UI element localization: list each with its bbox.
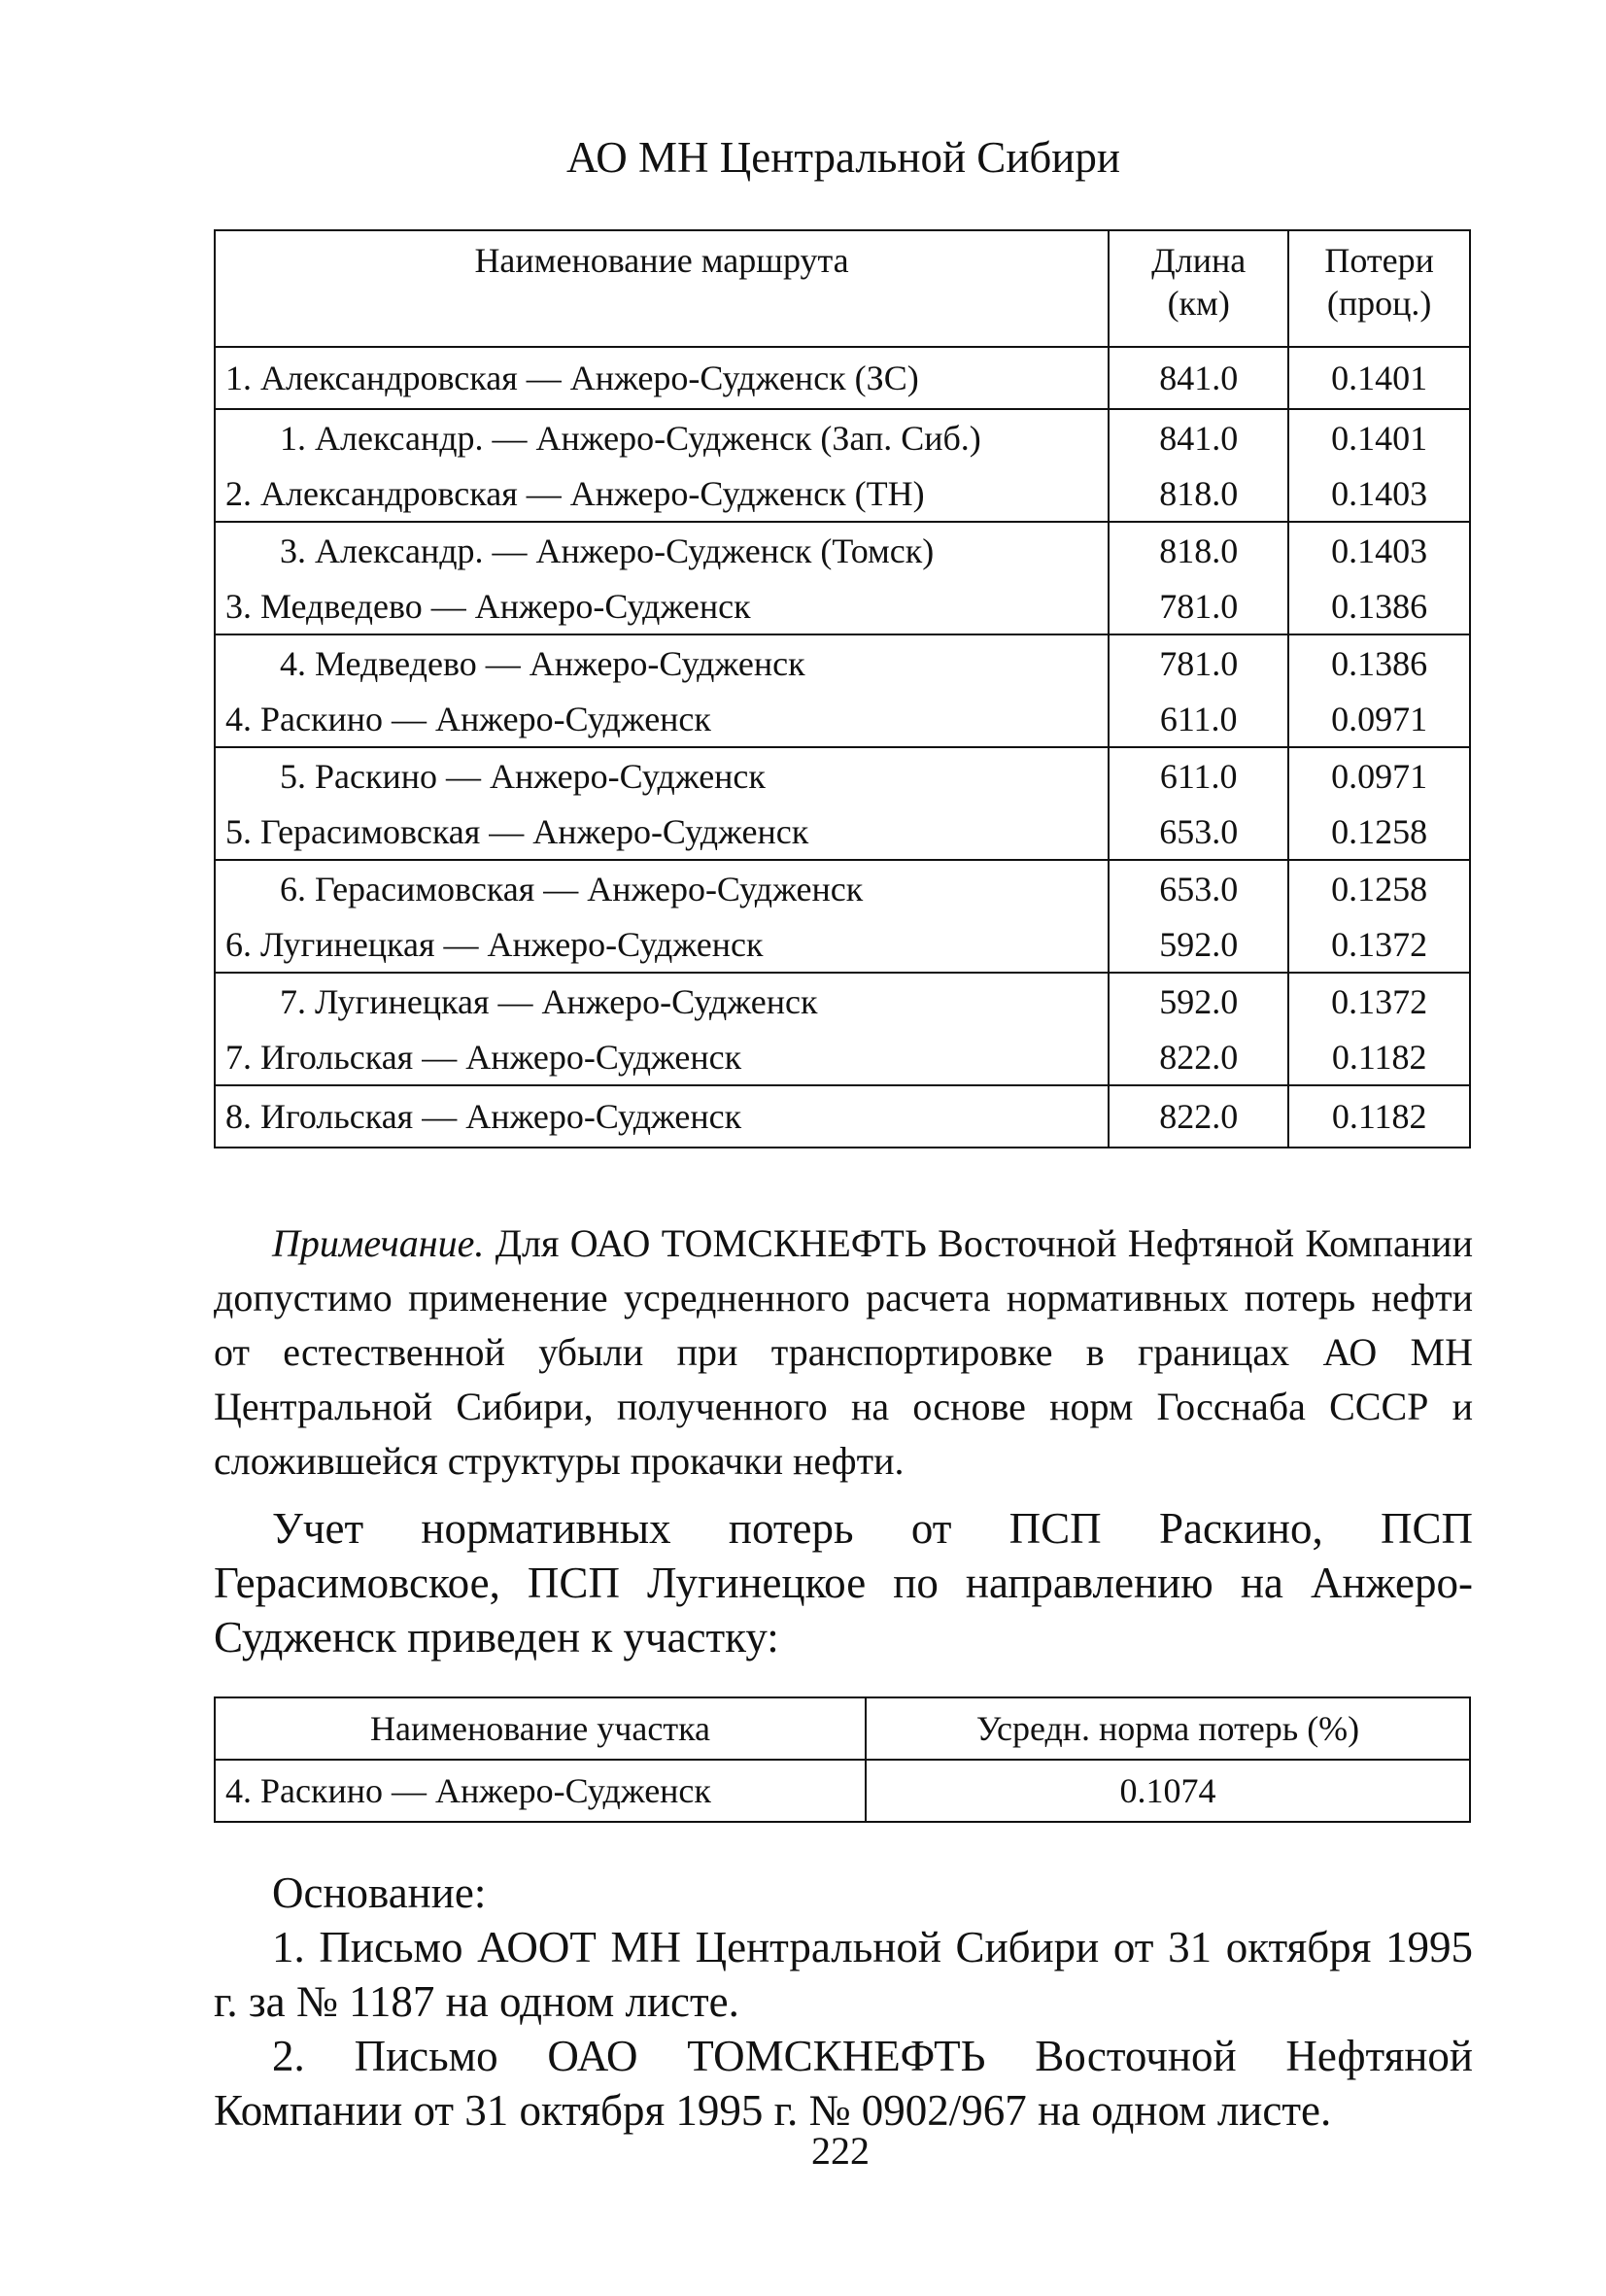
route-name: 1. Александровская — Анжеро-Судженск (ЗС)	[215, 347, 1109, 409]
note-text: Для ОАО ТОМСКНЕФТЬ Восточной Нефтяной Компании допустимо применение усредненного расчета нормативных потерь нефти от естественной убыли при транспортировке в границах АО МН Центральной Сибири, полученного на основе норм Госснаба СССР и сложившейся структуры прокачки нефти.	[214, 1221, 1473, 1483]
route-loss: 0.1372	[1288, 916, 1470, 973]
header-route-name: Наименование маршрута	[215, 230, 1109, 347]
route-name: 3. Александр. — Анжеро-Судженск (Томск)	[215, 522, 1109, 578]
header-section-name: Наименование участка	[215, 1697, 866, 1760]
page-title: АО МН Центральной Сибири	[566, 133, 1120, 182]
header-length-line2: (км)	[1167, 284, 1230, 323]
table-row	[215, 347, 1470, 409]
basis-heading: Основание:	[272, 1868, 487, 1917]
route-name: 7. Лугинецкая — Анжеро-Судженск	[215, 973, 1109, 1029]
table-row	[215, 691, 1470, 747]
route-length: 653.0	[1109, 804, 1288, 860]
route-length: 822.0	[1109, 1085, 1288, 1148]
route-length: 781.0	[1109, 634, 1288, 691]
page-number: 222	[811, 2129, 870, 2173]
routes-table-header	[215, 230, 1470, 347]
section-norm: 0.1074	[866, 1760, 1470, 1822]
section-name: 4. Раскино — Анжеро-Судженск	[215, 1760, 866, 1822]
route-name: 5. Герасимовская — Анжеро-Судженск	[215, 804, 1109, 860]
route-name: 1. Александр. — Анжеро-Судженск (Зап. Сиб.)	[215, 409, 1109, 465]
header-average-norm: Усредн. норма потерь (%)	[866, 1697, 1470, 1760]
route-name: 6. Герасимовская — Анжеро-Судженск	[215, 860, 1109, 916]
header-loss	[1288, 230, 1470, 347]
table-row	[215, 1085, 1470, 1148]
route-loss: 0.1403	[1288, 522, 1470, 578]
table-row	[215, 465, 1470, 522]
section-table	[214, 1696, 1471, 1823]
route-loss: 0.1401	[1288, 347, 1470, 409]
header-length-line1: Длина	[1151, 241, 1247, 280]
table-row	[215, 860, 1470, 916]
route-loss: 0.0971	[1288, 691, 1470, 747]
section-table-header	[215, 1697, 1470, 1760]
route-length: 611.0	[1109, 747, 1288, 804]
route-length: 653.0	[1109, 860, 1288, 916]
route-loss: 0.1372	[1288, 973, 1470, 1029]
route-name: 5. Раскино — Анжеро-Судженск	[215, 747, 1109, 804]
route-name: 7. Игольская — Анжеро-Судженск	[215, 1029, 1109, 1085]
route-length: 822.0	[1109, 1029, 1288, 1085]
route-loss: 0.1401	[1288, 409, 1470, 465]
basis-item: 2. Письмо ОАО ТОМСКНЕФТЬ Восточной Нефтяной Компании от 31 октября 1995 г. № 0902/967 на одном листе.	[214, 2032, 1473, 2135]
table-row	[215, 973, 1470, 1029]
route-loss: 0.1258	[1288, 860, 1470, 916]
routes-table	[214, 229, 1471, 1148]
route-length: 818.0	[1109, 522, 1288, 578]
header-loss-line1: Потери	[1324, 241, 1434, 280]
route-length: 592.0	[1109, 973, 1288, 1029]
route-length: 841.0	[1109, 347, 1288, 409]
route-name: 3. Медведево — Анжеро-Судженск	[215, 578, 1109, 634]
route-loss: 0.1182	[1288, 1029, 1470, 1085]
header-length	[1109, 230, 1288, 347]
body-paragraph: Учет нормативных потерь от ПСП Раскино, ПСП Герасимовское, ПСП Лугинецкое по направлению на Анжеро-Судженск приведен к участку:	[214, 1504, 1473, 1662]
table-row	[215, 1029, 1470, 1085]
route-length: 592.0	[1109, 916, 1288, 973]
route-name: 2. Александровская — Анжеро-Судженск (ТН)	[215, 465, 1109, 522]
route-name: 4. Медведево — Анжеро-Судженск	[215, 634, 1109, 691]
table-row	[215, 916, 1470, 973]
route-name: 8. Игольская — Анжеро-Судженск	[215, 1085, 1109, 1148]
table-row	[215, 634, 1470, 691]
table-row	[215, 804, 1470, 860]
table-row	[215, 409, 1470, 465]
note-paragraph	[214, 1217, 1473, 1489]
basis-item: 1. Письмо АООТ МН Центральной Сибири от 31 октября 1995 г. за № 1187 на одном листе.	[214, 1923, 1473, 2026]
route-name: 6. Лугинецкая — Анжеро-Судженск	[215, 916, 1109, 973]
route-loss: 0.1182	[1288, 1085, 1470, 1148]
table-row	[215, 1760, 1470, 1822]
basis-section	[214, 1866, 1473, 2138]
table-row	[215, 747, 1470, 804]
route-length: 841.0	[1109, 409, 1288, 465]
route-loss: 0.0971	[1288, 747, 1470, 804]
route-loss: 0.1386	[1288, 578, 1470, 634]
route-loss: 0.1403	[1288, 465, 1470, 522]
route-loss: 0.1258	[1288, 804, 1470, 860]
route-length: 781.0	[1109, 578, 1288, 634]
note-label: Примечание.	[272, 1221, 485, 1265]
table-row	[215, 522, 1470, 578]
route-length: 818.0	[1109, 465, 1288, 522]
route-loss: 0.1386	[1288, 634, 1470, 691]
header-loss-line2: (проц.)	[1326, 284, 1432, 323]
route-name: 4. Раскино — Анжеро-Судженск	[215, 691, 1109, 747]
route-length: 611.0	[1109, 691, 1288, 747]
table-row	[215, 578, 1470, 634]
